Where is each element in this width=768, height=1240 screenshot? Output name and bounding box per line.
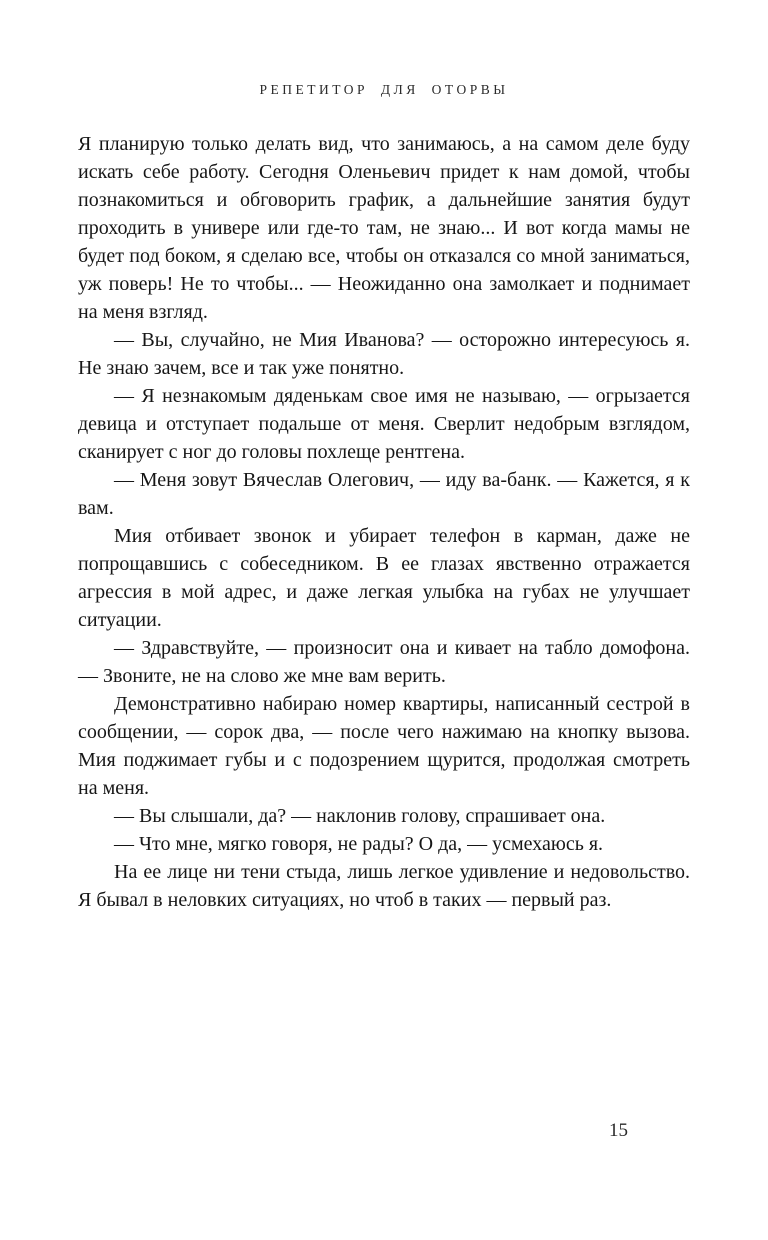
paragraph: — Здравствуйте, — произносит она и кивает на табло домофона. — Звоните, не на слово же мне вам верить.	[78, 637, 690, 687]
paragraph: Я планирую только делать вид, что занимаюсь, а на самом деле буду искать себе работу. Сегодня Оленьевич придет к нам домой, чтобы познакомиться и обговорить график, а дальнейшие занятия будут проходить в универе или где-то там, не знаю... И вот когда мамы не будет под боком, я сделаю все, чтобы он отказался со мной заниматься, уж поверь! Не то чтобы... — Неожиданно она замолкает и поднимает на меня взгляд.	[78, 133, 690, 323]
paragraph: Демонстративно набираю номер квартиры, написанный сестрой в сообщении, — сорок два, — после чего нажимаю на кнопку вызова. Мия поджимает губы и с подозрением щурится, продолжая смотреть на меня.	[78, 693, 690, 799]
paragraph: — Что мне, мягко говоря, не рады? О да, — усмехаюсь я.	[114, 833, 604, 855]
paragraph: На ее лице ни тени стыда, лишь легкое удивление и недовольство. Я бывал в неловких ситуациях, но чтоб в таких — первый раз.	[78, 861, 690, 911]
paragraph: Мия отбивает звонок и убирает телефон в карман, даже не попрощавшись с собеседником. В ее глазах явственно отражается агрессия в мой адрес, и даже легкая улыбка на губах не улучшает ситуации.	[78, 525, 690, 631]
paragraph: — Меня зовут Вячеслав Олегович, — иду ва-банк. — Кажется, я к вам.	[78, 469, 690, 519]
body-text	[78, 130, 690, 914]
running-head: РЕПЕТИТОР ДЛЯ ОТОРВЫ	[259, 82, 509, 97]
paragraph: — Я незнакомым дяденькам свое имя не называю, — огрызается девица и отступает подальше от меня. Сверлит недобрым взглядом, сканирует с ног до головы похлеще рентгена.	[78, 385, 690, 463]
paragraph: — Вы, случайно, не Мия Иванова? — осторожно интересуюсь я. Не знаю зачем, все и так уже понятно.	[78, 329, 690, 379]
page-number: 15	[609, 1120, 628, 1141]
paragraph: — Вы слышали, да? — наклонив голову, спрашивает она.	[114, 805, 606, 827]
